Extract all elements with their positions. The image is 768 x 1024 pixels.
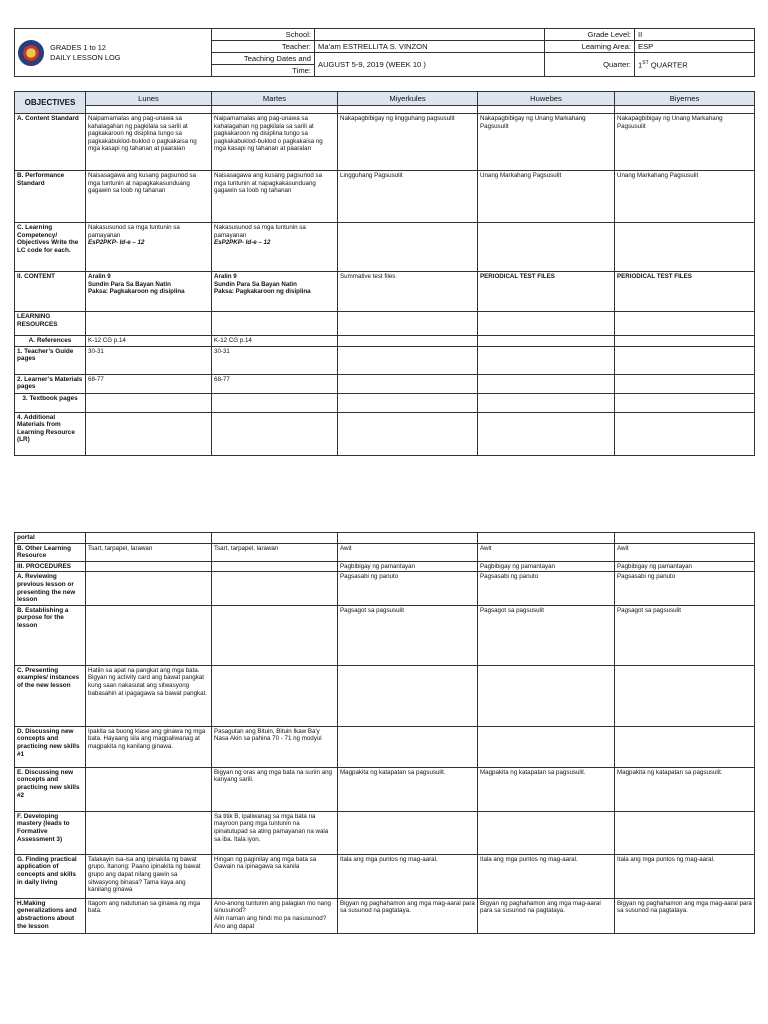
table-cell: Awit	[478, 543, 615, 561]
table-cell	[615, 312, 755, 336]
table-cell: Talakayin isa-isa ang ipinakita ng bawat grupo. Itanong: Paano ipinakita ng bawat grupo ang dapat nilang gawin sa sitwasyong binasa? Tama kaya ang kanilang ginawa	[86, 854, 212, 898]
table-cell: K-12 CG p.14	[212, 336, 338, 347]
day-header-miyerkules: Miyerkules	[338, 92, 478, 106]
table-cell	[338, 665, 478, 726]
table-cell: Nakapagbibigay ng Unang Markahang Pagsusulit	[615, 114, 755, 171]
row-label: B. Other Learning Resource	[15, 543, 86, 561]
dates-value: AUGUST 5-9, 2019 (WEEK 10 )	[315, 53, 545, 77]
table-cell: Naipamamalas ang pag-unawa sa kahalagahan ng pagkilala sa sarili at pagkakaroon ng disiplina tungo sa pagkakabuklod-buklod o pagkakaisa ng mga kasapi ng tahanan at paaralan	[86, 114, 212, 171]
table-cell: Magpakita ng katapatan sa pagsusulit.	[615, 767, 755, 811]
row-label: 4. Additional Materials from Learning Resource (LR)	[15, 412, 86, 455]
row-label: 2. Learner’s Materials pages	[15, 374, 86, 393]
table-row	[15, 533, 755, 544]
table-cell	[338, 726, 478, 767]
table-cell: Bigyan ng paghahamon ang mga mag-aaral para sa susunod na pagtataya.	[615, 898, 755, 933]
table-cell	[478, 374, 615, 393]
area-label: Learning Area:	[545, 41, 635, 53]
table-cell	[615, 223, 755, 272]
table-cell	[86, 393, 212, 412]
table-cell: Itagom ang natutunan sa ginawa ng mga bata.	[86, 898, 212, 933]
table-cell: 30-31	[86, 346, 212, 374]
row-label: B. Establishing a purpose for the lesson	[15, 605, 86, 665]
area-value: ESP	[635, 41, 755, 53]
table-cell	[338, 346, 478, 374]
table-cell: Awit	[615, 543, 755, 561]
table-cell: Pasagutan ang Bituin, Bituin Ikaw Ba'y Nasa Akin sa pahina 70 - 71 ng modyul	[212, 726, 338, 767]
title-line2: DAILY LESSON LOG	[50, 52, 121, 62]
dates-label-1: Teaching Dates and	[212, 53, 315, 65]
table-cell	[478, 312, 615, 336]
table-cell	[615, 665, 755, 726]
table-cell: Pagsagot sa pagsusulit	[615, 605, 755, 665]
row-label: 1. Teacher’s Guide pages	[15, 346, 86, 374]
table-cell	[338, 811, 478, 854]
row-label: B. Performance Standard	[15, 171, 86, 223]
table-cell: Pagsasabi ng panuto	[478, 572, 615, 605]
page-1	[0, 28, 768, 478]
table-cell: Lingguhang Pagsusulit	[338, 171, 478, 223]
table-row	[15, 605, 755, 665]
table-cell: Pagbibigay ng pamantayan	[478, 561, 615, 572]
table-row	[15, 412, 755, 455]
table-cell	[478, 346, 615, 374]
lc-code: EsP2PKP- Id-e – 12	[88, 239, 145, 247]
row-label: A. Reviewing previous lesson or presenting the new lesson	[15, 572, 86, 605]
table-cell	[86, 312, 212, 336]
table-row	[15, 811, 755, 854]
table-cell: Bigyan ng paghahamon ang mga mag-aaral para sa susunod na pagtataya.	[478, 898, 615, 933]
row-label: F. Developing mastery (leads to Formative Assessment 3)	[15, 811, 86, 854]
table-cell: Awit	[338, 543, 478, 561]
grade-value: II	[635, 29, 755, 41]
table-row	[15, 561, 755, 572]
table-row	[15, 312, 755, 336]
row-label: C. Learning Competency/ Objectives Write the LC code for each.	[15, 223, 86, 272]
table-cell	[86, 533, 212, 544]
table-cell: Itala ang mga puntos ng mag-aaral.	[615, 854, 755, 898]
table-cell	[338, 393, 478, 412]
row-label: D. Discussing new concepts and practicing new skills #1	[15, 726, 86, 767]
table-cell: Unang Markahang Pagsusulit	[615, 171, 755, 223]
table-cell	[86, 572, 212, 605]
table-cell: Summative test files	[338, 272, 478, 312]
header-title-cell	[15, 29, 212, 77]
table-cell: Tsart, tarpapel, larawan	[212, 543, 338, 561]
table-row	[15, 543, 755, 561]
quarter-value: 1ST QUARTER	[635, 53, 755, 77]
table-cell	[615, 336, 755, 347]
row-label: C. Presenting examples/ instances of the new lesson	[15, 665, 86, 726]
lc-code: EsP2PKP- Id-e – 12	[214, 239, 271, 247]
title-line1: GRADES 1 to 12	[50, 42, 106, 52]
table-row	[15, 336, 755, 347]
table-cell	[478, 533, 615, 544]
table-row	[15, 726, 755, 767]
table-cell	[212, 533, 338, 544]
table-cell	[86, 412, 212, 455]
row-label: H.Making generalizations and abstractions about the lesson	[15, 898, 86, 933]
table-cell: Itala ang mga puntos ng mag-aaral.	[338, 854, 478, 898]
table-cell	[338, 223, 478, 272]
table-row	[15, 767, 755, 811]
table-cell	[338, 336, 478, 347]
table-cell: Pagsasabi ng panuto	[338, 572, 478, 605]
row-label: A. References	[15, 336, 86, 347]
table-row	[15, 898, 755, 933]
teacher-label: Teacher:	[212, 41, 315, 53]
table-cell	[212, 665, 338, 726]
teacher-value: Ma’am ESTRELLITA S. VINZON	[315, 41, 545, 53]
day-header-huwebes: Huwebes	[478, 92, 615, 106]
table-cell	[86, 605, 212, 665]
table-cell: Nakasusunod sa mga tuntunin sa pamayanan EsP2PKP- Id-e – 12	[86, 223, 212, 272]
table-cell	[338, 312, 478, 336]
table-cell: Itala ang mga puntos ng mag-aaral.	[478, 854, 615, 898]
day-header-biyernes: Biyernes	[615, 92, 755, 106]
table-row	[15, 114, 755, 171]
table-row	[15, 171, 755, 223]
table-row	[15, 223, 755, 272]
page-2	[0, 532, 768, 1002]
table-cell: PERIODICAL TEST FILES	[615, 272, 755, 312]
table-cell: Tsart, tarpapel, larawan	[86, 543, 212, 561]
table-cell: Bigyan ng oras ang mga bata na suriin ang kanyang sarili.	[212, 767, 338, 811]
lesson-table-page2	[14, 532, 755, 934]
table-cell: Ano-anong tuntunin ang palagian mo nang sinusunod? Alin naman ang hindi mo pa nasusunod? Ano ang dapat	[212, 898, 338, 933]
day-header-lunes: Lunes	[86, 92, 212, 106]
table-cell	[212, 572, 338, 605]
table-row	[15, 393, 755, 412]
table-cell: Pagsagot sa pagsusulit	[338, 605, 478, 665]
table-cell: Naipamamalas ang pag-unawa sa kahalagahan ng pagkilala sa sarili at pagkakaroon ng disiplina tungo sa pagkakabuklod-buklod o pagkakaisa ng mga kasapi ng tahanan at paaralan	[212, 114, 338, 171]
table-cell: Pagbibigay ng pamantayan	[615, 561, 755, 572]
table-cell	[615, 393, 755, 412]
row-label: A. Content Standard	[15, 114, 86, 171]
school-label: School:	[212, 29, 315, 41]
lesson-table-page1	[14, 91, 755, 456]
table-row	[15, 572, 755, 605]
table-cell: Hatiin sa apat na pangkat ang mga bata. Bigyan ng activity card ang bawat pangkat kung saan nakasulat ang sitwasyong babasahin at ipagagawa sa bawat pangkat.	[86, 665, 212, 726]
table-cell: Naisasagawa ang kusang pagsunod sa mga tuntunin at napagkakasunduang gagawin sa loob ng tahanan	[212, 171, 338, 223]
table-row	[15, 346, 755, 374]
table-cell	[212, 312, 338, 336]
table-cell: Aralin 9 Sundin Para Sa Bayan Natin Paksa: Pagkakaroon ng disiplina	[212, 272, 338, 312]
table-cell: Ipakita sa buong klase ang ginawa ng mga bata. Hayaang sila ang magpaliwanag at magpakita ng kanilang ginawa.	[86, 726, 212, 767]
table-cell	[478, 665, 615, 726]
table-cell	[615, 346, 755, 374]
table-cell	[478, 223, 615, 272]
table-cell	[615, 533, 755, 544]
table-cell: Unang Markahang Pagsusulit	[478, 171, 615, 223]
header-table	[14, 28, 755, 77]
table-cell	[212, 605, 338, 665]
table-cell	[615, 726, 755, 767]
row-label: G. Finding practical application of concepts and skills in daily living	[15, 854, 86, 898]
table-cell	[212, 561, 338, 572]
table-cell: Nakasusunod sa mga tuntunin sa pamayanan EsP2PKP- Id-e – 12	[212, 223, 338, 272]
row-label: LEARNING RESOURCES	[15, 312, 86, 336]
table-cell: Nakapagbibigay ng lingguhang pagsusulit	[338, 114, 478, 171]
day-header-martes: Martes	[212, 92, 338, 106]
table-cell	[212, 412, 338, 455]
table-cell	[338, 374, 478, 393]
row-label: 3. Textbook pages	[15, 393, 86, 412]
table-cell	[615, 412, 755, 455]
table-cell: Bigyan ng paghahamon ang mga mag-aaral para sa susunod na pagtataya.	[338, 898, 478, 933]
school-value	[315, 29, 545, 41]
table-row	[15, 665, 755, 726]
table-cell	[478, 726, 615, 767]
table-cell: Naisasagawa ang kusang pagsunod sa mga tuntunin at napagkakasunduang gagawin sa loob ng tahanan	[86, 171, 212, 223]
grade-label: Grade Level:	[545, 29, 635, 41]
table-cell: Magpakita ng katapatan sa pagsusulit.	[338, 767, 478, 811]
table-cell	[212, 393, 338, 412]
table-cell	[478, 412, 615, 455]
table-cell: 30-31	[212, 346, 338, 374]
row-label: E. Discussing new concepts and practicing new skills #2	[15, 767, 86, 811]
table-cell: Hingan ng paginilay ang mga bata sa Gawain na ipinagawa sa kanila	[212, 854, 338, 898]
table-row	[15, 272, 755, 312]
table-cell: Pagsagot sa pagsusulit	[478, 605, 615, 665]
table-cell	[338, 533, 478, 544]
table-cell: PERIODICAL TEST FILES	[478, 272, 615, 312]
table-cell: Aralin 9 Sundin Para Sa Bayan Natin Paksa: Pagkakaroon ng disiplina	[86, 272, 212, 312]
table-cell	[615, 811, 755, 854]
table-cell: 68-77	[86, 374, 212, 393]
row-label: portal	[15, 533, 86, 544]
row-label: II. CONTENT	[15, 272, 86, 312]
table-cell	[86, 561, 212, 572]
row-label: III. PROCEDURES	[15, 561, 86, 572]
table-cell	[478, 811, 615, 854]
table-cell: Sa titik B, ipaliwanag sa mga bata na mayroon pang mga tuntunin na ipinatutupad sa ating pamayanan na wala sa iba. Itala iyon.	[212, 811, 338, 854]
table-cell	[86, 767, 212, 811]
table-cell: Pagsasabi ng panuto	[615, 572, 755, 605]
objectives-header: OBJECTIVES	[15, 92, 86, 114]
table-cell: Magpakita ng katapatan sa pagsusulit.	[478, 767, 615, 811]
table-cell	[615, 374, 755, 393]
table-cell	[478, 336, 615, 347]
table-cell: K-12 CG p.14	[86, 336, 212, 347]
quarter-label: Quarter:	[545, 53, 635, 77]
table-cell: Nakapagbibigay ng Unang Markahang Pagsusulit	[478, 114, 615, 171]
table-cell	[86, 811, 212, 854]
dates-label-2: Time:	[212, 65, 315, 77]
deped-seal-icon	[18, 40, 44, 66]
table-cell	[478, 393, 615, 412]
table-row	[15, 374, 755, 393]
table-cell: 68-77	[212, 374, 338, 393]
table-cell	[338, 412, 478, 455]
table-row	[15, 854, 755, 898]
table-cell: Pagbibigay ng pamantayan	[338, 561, 478, 572]
